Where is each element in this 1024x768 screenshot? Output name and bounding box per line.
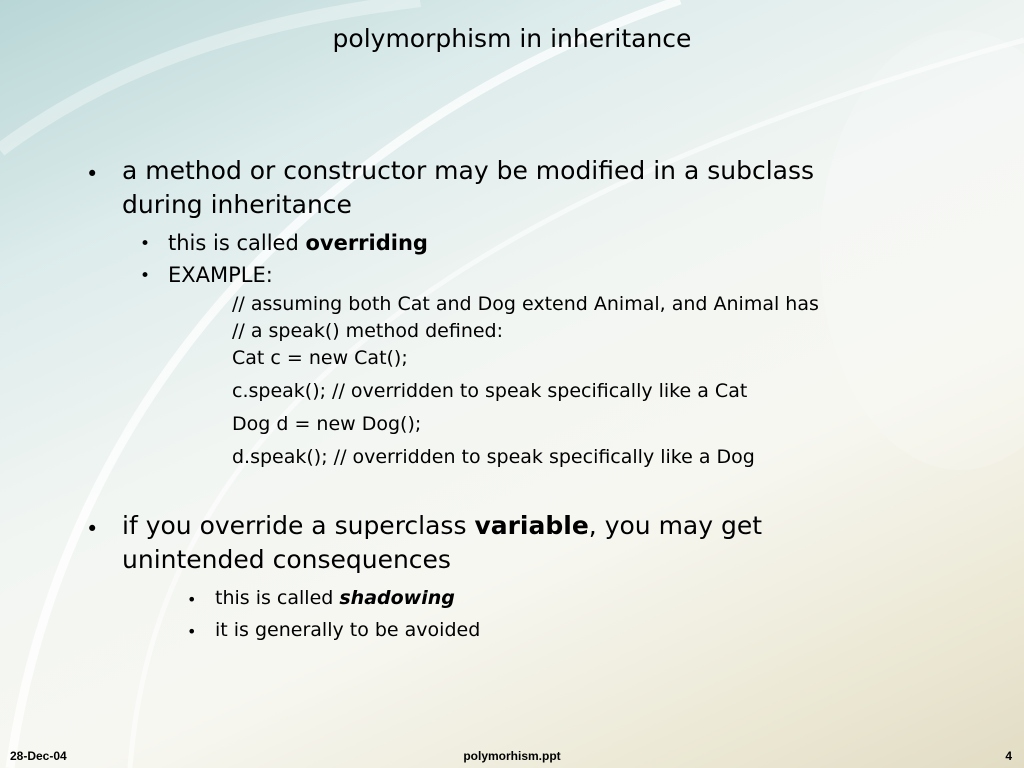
bullet-1-line-1: a method or constructor may be modified in a subclass [122, 156, 815, 185]
bullet-marker: • [86, 517, 99, 541]
code-line-4: c.speak(); // overridden to speak specifically like a Cat [232, 380, 748, 402]
code-line-3: Cat c = new Cat(); [232, 347, 408, 369]
sub-bullet-marker: • [140, 266, 151, 286]
code-line-2: // a speak() method defined: [232, 320, 504, 342]
footer-page-number: 4 [1005, 749, 1012, 763]
footer-date: 28-Dec-04 [10, 749, 67, 763]
bullet-marker: • [86, 162, 99, 186]
bullet-2-suffix: , you may get [588, 511, 763, 540]
sub-bullet-overriding [168, 231, 428, 255]
bullet-2-line-2: unintended consequences [122, 545, 451, 574]
slide-title: polymorphism in inheritance [332, 24, 692, 53]
sub-bullet-avoided: it is generally to be avoided [215, 619, 481, 641]
sub-bullet-overriding-prefix: this is called [168, 231, 306, 255]
code-line-6: d.speak(); // overridden to speak specifically like a Dog [232, 446, 755, 468]
sub-bullet-marker: • [140, 234, 151, 254]
sub-bullet-example: EXAMPLE: [168, 263, 273, 287]
code-line-1: // assuming both Cat and Dog extend Animal, and Animal has [232, 293, 819, 315]
bullet-1-line-2: during inheritance [122, 190, 352, 219]
sub-bullet-marker: • [187, 622, 197, 641]
bullet-2-line-1 [122, 511, 762, 540]
term-overriding: overriding [305, 231, 428, 255]
bullet-2-prefix: if you override a superclass [122, 511, 475, 540]
sub-bullet-shadowing [215, 587, 455, 609]
code-line-5: Dog d = new Dog(); [232, 413, 422, 435]
sub-bullet-shadowing-prefix: this is called [215, 587, 340, 609]
term-variable: variable [474, 511, 589, 540]
footer-filename: polymorhism.ppt [463, 749, 561, 763]
sub-bullet-marker: • [187, 590, 197, 609]
term-shadowing: shadowing [339, 587, 455, 609]
